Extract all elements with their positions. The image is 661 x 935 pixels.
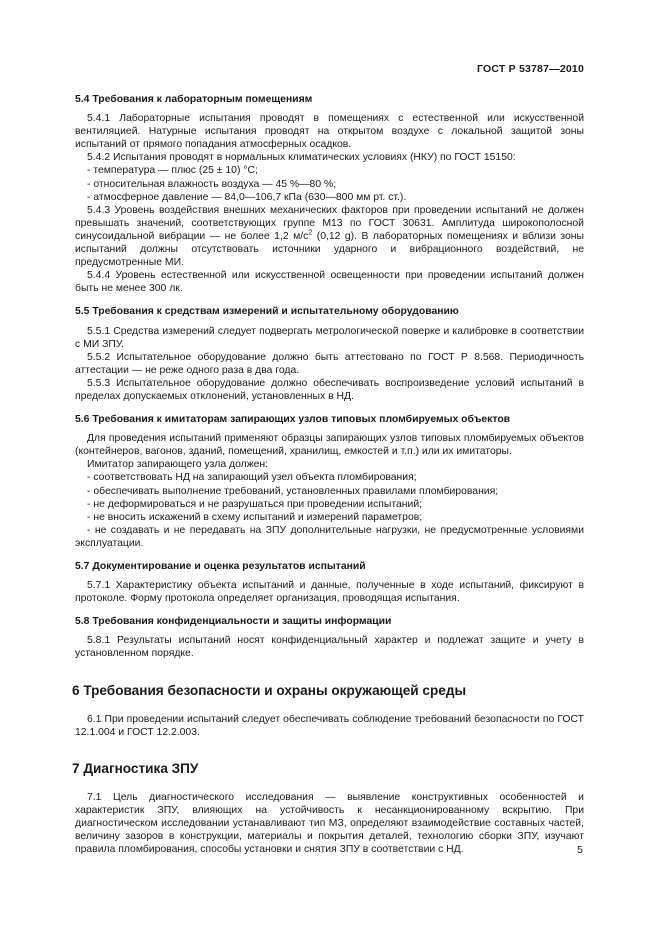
paragraph-5-5-1: 5.5.1 Средства измерений следует подвергать метрологической поверке и калибровке в соответствии с МИ ЗПУ. <box>75 325 584 350</box>
paragraph-7-1: 7.1 Цель диагностического исследования — выявление конструктивных особенностей и характеристик ЗПУ, влияющих на устойчивость к несанкционированному вскрытию. При диагностическом исследовании устанавливают тип МЗ, определяют взаимодействие составных частей, величину зазоров в конструкции, материалы и покрытия деталей, технологию сборки ЗПУ, изучают правила пломбирования, способы установки и снятия ЗПУ в соответствии с НД. <box>75 791 584 856</box>
document-body <box>72 90 585 856</box>
superscript: 2 <box>308 229 313 237</box>
paragraph-5-6-lead: Имитатор запирающего узла должен: <box>87 459 269 471</box>
paragraph-5-5-2: 5.5.2 Испытательное оборудование должно быть аттестовано по ГОСТ Р 8.568. Периодичность аттестации — не реже одного раза в два года. <box>75 351 584 376</box>
section-7-title: 7 Диагностика ЗПУ <box>72 760 199 776</box>
list-item: - не деформироваться и не разрушаться при проведении испытаний; <box>87 498 423 510</box>
paragraph-5-4-1: 5.4.1 Лабораторные испытания проводят в помещениях с естественной или искусственной вентиляцией. Натурные испытания проводят на открытом воздухе с локальной защитой зоны испытаний от прямого попадания атмосферных осадков. <box>75 113 584 151</box>
paragraph-5-4-2: 5.4.2 Испытания проводят в нормальных климатических условиях (НКУ) по ГОСТ 15150: <box>87 152 516 164</box>
list-item: - относительная влажность воздуха — 45 %—80 %; <box>87 178 337 190</box>
paragraph-5-4-3 <box>75 204 584 269</box>
list-item: - не создавать и не передавать на ЗПУ дополнительные нагрузки, не предусмотренные условиями эксплуатации. <box>75 524 584 549</box>
section-5-8-title: 5.8 Требования конфиденциальности и защиты информации <box>75 616 392 628</box>
list-item: - не вносить искажений в схему испытаний и измерений параметров; <box>87 511 423 523</box>
section-5-6-title: 5.6 Требования к имитаторам запирающих узлов типовых пломбируемых объектов <box>75 414 511 426</box>
paragraph-6-1: 6.1 При проведении испытаний следует обеспечивать соблюдение требований безопасности по ГОСТ 12.1.004 и ГОСТ 12.2.003. <box>75 713 584 738</box>
paragraph-5-6-intro: Для проведения испытаний применяют образцы запирающих узлов типовых пломбируемых объектов (контейнеров, вагонов, зданий, помещений, хранилищ, емкостей и т.п.) или их имитаторы. <box>75 433 584 458</box>
paragraph-5-7-1: 5.7.1 Характеристику объекта испытаний и данные, полученные в ходе испытаний, фиксируют в протоколе. Форму протокола определяет организация, проводящая испытания. <box>75 580 584 605</box>
paragraph-5-8-1: 5.8.1 Результаты испытаний носят конфиденциальный характер и подлежат защите и учету в установленном порядке. <box>75 635 584 660</box>
paragraph-5-4-3-text-b: (0,12 g). В лабораторных помещениях и вблизи зоны испытаний должны отсутствовать источники ударного и вибрационного воздействий, не предусмотренные МИ. <box>75 230 585 269</box>
section-5-5-title: 5.5 Требования к средствам измерений и испытательному оборудованию <box>75 306 459 318</box>
paragraph-5-4-3-text-a: 5.4.3 Уровень воздействия внешних механических факторов при проведении испытаний не должен превышать значений, соответствующих группе М13 по ГОСТ 30631. Амплитуда широкополосной синусоидальной вибрации — не более 1,2 м/с <box>75 204 584 242</box>
section-6-title: 6 Требования безопасности и охраны окружающей среды <box>72 682 467 698</box>
paragraph-5-4-4: 5.4.4 Уровень естественной или искусственной освещенности при проведении испытаний должен быть не менее 300 лк. <box>75 270 584 295</box>
list-item: - атмосферное давление — 84,0—106,7 кПа (630—800 мм рт. ст.). <box>87 191 407 203</box>
section-5-4-title: 5.4 Требования к лабораторным помещениям <box>75 94 313 105</box>
list-item: - обеспечивать выполнение требований, установленных правилами пломбирования; <box>87 485 499 497</box>
list-item: - соответствовать НД на запирающий узел объекта пломбирования; <box>87 472 417 484</box>
document-id-header: ГОСТ Р 53787—2010 <box>476 63 584 75</box>
page-number: 5 <box>577 844 583 856</box>
list-item: - температура — плюс (25 ± 10) °С; <box>87 165 258 177</box>
paragraph-5-5-3: 5.5.3 Испытательное оборудование должно обеспечивать воспроизведение условий испытаний в пределах допускаемых отклонений, установленных в НД. <box>75 377 584 402</box>
section-5-7-title: 5.7 Документирование и оценка результатов испытаний <box>75 561 366 572</box>
